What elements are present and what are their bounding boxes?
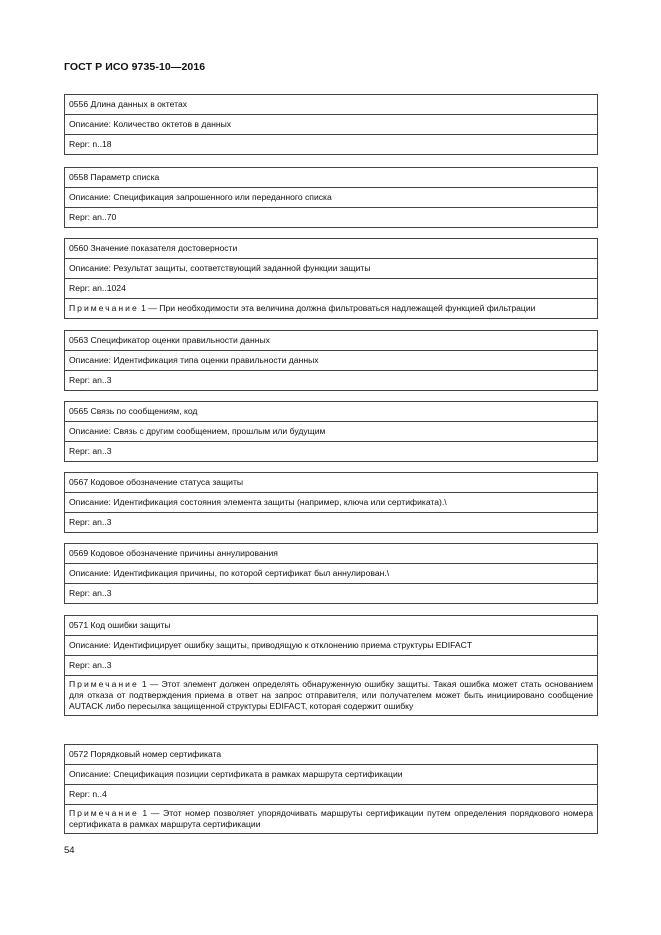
page-number: 54 bbox=[64, 845, 75, 856]
element-repr: Repr: an..3 bbox=[65, 584, 598, 604]
element-description: Описание: Связь с другим сообщением, прошлым или будущим bbox=[65, 422, 598, 442]
element-repr: Repr: an..3 bbox=[65, 442, 598, 462]
element-note bbox=[65, 299, 598, 319]
note-text: 1 — При необходимости эта величина должна фильтроваться надлежащей функцией фильтрации bbox=[138, 303, 536, 313]
element-title: 0567 Кодовое обозначение статуса защиты bbox=[65, 473, 598, 493]
element-table-0563 bbox=[64, 330, 598, 391]
element-description: Описание: Результат защиты, соответствующий заданной функции защиты bbox=[65, 259, 598, 279]
element-table-0572 bbox=[64, 744, 598, 834]
element-title: 0569 Кодовое обозначение причины аннулирования bbox=[65, 544, 598, 564]
element-table-0558 bbox=[64, 167, 598, 228]
note-label: Примечание bbox=[69, 679, 139, 689]
element-description: Описание: Идентификация причины, по которой сертификат был аннулирован.\ bbox=[65, 564, 598, 584]
element-table-0556 bbox=[64, 94, 598, 155]
element-repr: Repr: n..4 bbox=[65, 785, 598, 805]
element-description: Описание: Идентифицирует ошибку защиты, приводящую к отклонению приема структуры EDIFACT bbox=[65, 636, 598, 656]
element-description: Описание: Спецификация запрошенного или переданного списка bbox=[65, 188, 598, 208]
note-label: Примечание bbox=[69, 808, 139, 818]
element-note bbox=[65, 676, 598, 716]
element-description: Описание: Количество октетов в данных bbox=[65, 115, 598, 135]
element-title: 0563 Спецификатор оценки правильности данных bbox=[65, 331, 598, 351]
note-text: 1 — Этот элемент должен определять обнаруженную ошибку защиты. Такая ошибка может стать основанием для отказа от подтверждения приема в ответ на запрос отправителя, или получателем может быть инициировано сообщение AUTACK либо пересылка защищенной структуры EDIFACT, которая содержит ошибку bbox=[69, 679, 593, 711]
element-repr: Repr: n..18 bbox=[65, 135, 598, 155]
element-title: 0571 Код ошибки защиты bbox=[65, 616, 598, 636]
element-table-0567 bbox=[64, 472, 598, 533]
note-label: Примечание bbox=[69, 303, 139, 313]
element-title: 0556 Длина данных в октетах bbox=[65, 95, 598, 115]
element-table-0565 bbox=[64, 401, 598, 462]
element-title: 0558 Параметр списка bbox=[65, 168, 598, 188]
element-title: 0560 Значение показателя достоверности bbox=[65, 239, 598, 259]
element-repr: Repr: an..70 bbox=[65, 208, 598, 228]
element-description: Описание: Спецификация позиции сертификата в рамках маршрута сертификации bbox=[65, 765, 598, 785]
document-header: ГОСТ Р ИСО 9735-10—2016 bbox=[64, 61, 206, 73]
element-table-0571 bbox=[64, 615, 598, 716]
element-title: 0565 Связь по сообщениям, код bbox=[65, 402, 598, 422]
element-table-0569 bbox=[64, 543, 598, 604]
note-text: 1 — Этот номер позволяет упорядочивать маршруты сертификации путем определения порядкового номера сертификата в рамках маршрута сертификации bbox=[69, 808, 593, 829]
element-repr: Repr: an..3 bbox=[65, 371, 598, 391]
element-repr: Repr: an..1024 bbox=[65, 279, 598, 299]
element-title: 0572 Порядковый номер сертификата bbox=[65, 745, 598, 765]
element-note bbox=[65, 805, 598, 834]
element-description: Описание: Идентификация типа оценки правильности данных bbox=[65, 351, 598, 371]
element-repr: Repr: an..3 bbox=[65, 513, 598, 533]
element-repr: Repr: an..3 bbox=[65, 656, 598, 676]
element-table-0560 bbox=[64, 238, 598, 319]
element-description: Описание: Идентификация состояния элемента защиты (например, ключа или сертификата).\ bbox=[65, 493, 598, 513]
